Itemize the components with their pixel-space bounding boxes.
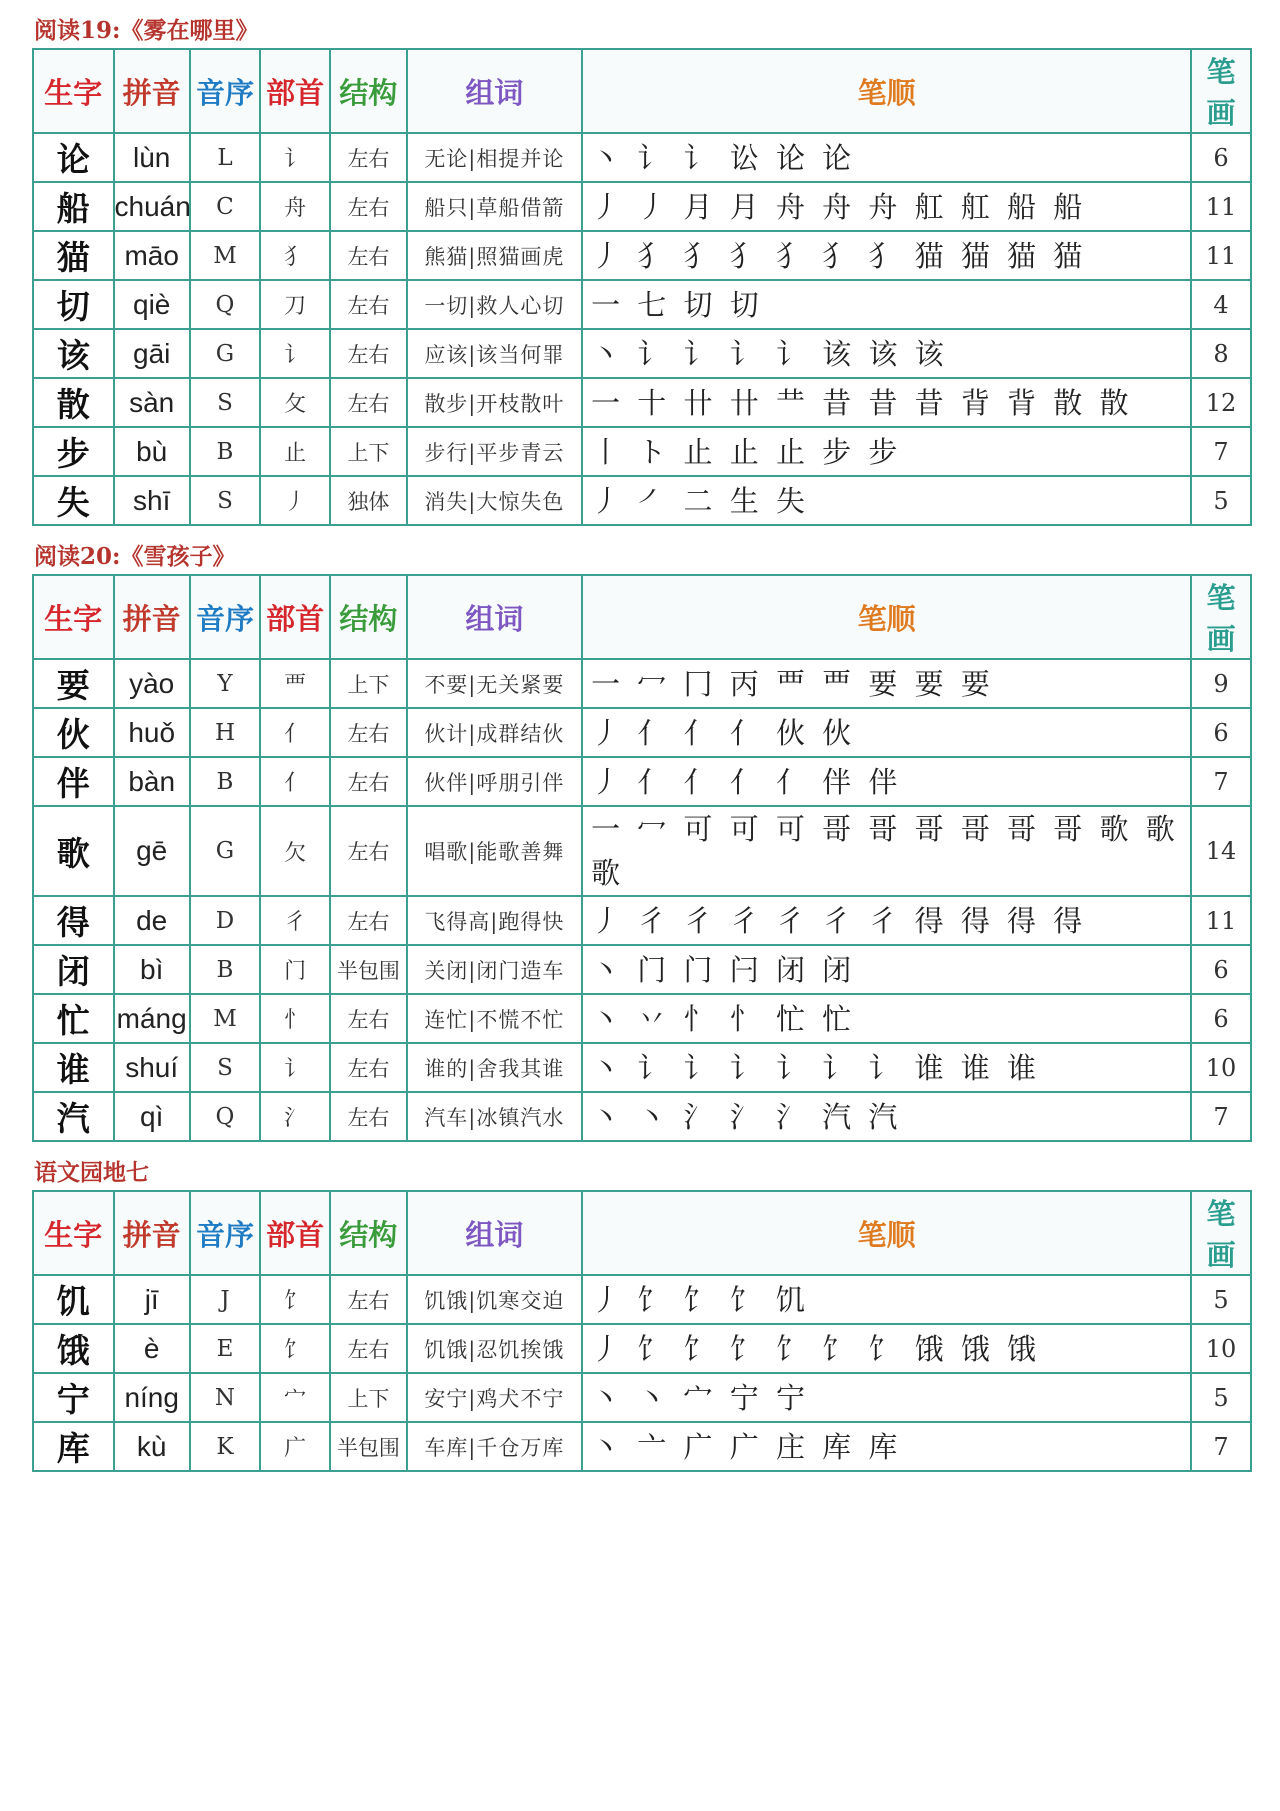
column-header-radical: 部首 [260, 1191, 330, 1275]
column-header-strokes: 笔画 [1191, 1191, 1251, 1275]
words-cell: 飞得高|跑得快 [407, 896, 582, 945]
character-table [32, 574, 1252, 1142]
radical-cell: 饣 [260, 1275, 330, 1324]
stroke-count-cell: 10 [1191, 1043, 1251, 1092]
stroke-count-cell: 6 [1191, 133, 1251, 182]
column-header-order: 笔顺 [582, 1191, 1191, 1275]
stroke-count-cell: 9 [1191, 659, 1251, 708]
column-header-structure: 结构 [330, 1191, 406, 1275]
character-cell: 步 [33, 427, 114, 476]
column-header-strokes: 笔画 [1191, 49, 1251, 133]
column-header-pinyin: 拼音 [114, 1191, 190, 1275]
stroke-order-cell: 一 冖 冂 丙 覀 覀 要 要 要 [582, 659, 1191, 708]
stroke-order-cell: 丿 饣 饣 饣 饥 [582, 1275, 1191, 1324]
table-row [33, 1043, 1251, 1092]
radical-cell: 忄 [260, 994, 330, 1043]
stroke-order-cell: 一 冖 可 可 可 哥 哥 哥 哥 哥 哥 歌 歌 歌 [582, 806, 1191, 896]
table-row [33, 708, 1251, 757]
table-header-row [33, 1191, 1251, 1275]
initial-letter-cell: E [190, 1324, 260, 1373]
stroke-count-cell: 12 [1191, 378, 1251, 427]
stroke-order-cell: 丶 讠 讠 讠 讠 该 该 该 [582, 329, 1191, 378]
stroke-order-cell: 丶 讠 讠 讼 论 论 [582, 133, 1191, 182]
character-cell: 伴 [33, 757, 114, 806]
initial-letter-cell: G [190, 806, 260, 896]
stroke-order-cell: 丿 ㇒ 二 生 失 [582, 476, 1191, 525]
column-header-pinyin: 拼音 [114, 575, 190, 659]
stroke-count-cell: 7 [1191, 427, 1251, 476]
structure-cell: 左右 [330, 806, 406, 896]
words-cell: 唱歌|能歌善舞 [407, 806, 582, 896]
pinyin-cell: è [114, 1324, 190, 1373]
stroke-order-cell: 丿 彳 彳 彳 彳 彳 彳 得 得 得 得 [582, 896, 1191, 945]
initial-letter-cell: S [190, 378, 260, 427]
column-header-letter: 音序 [190, 1191, 260, 1275]
initial-letter-cell: B [190, 427, 260, 476]
table-row [33, 476, 1251, 525]
character-cell: 得 [33, 896, 114, 945]
initial-letter-cell: L [190, 133, 260, 182]
stroke-count-cell: 6 [1191, 994, 1251, 1043]
table-row [33, 1373, 1251, 1422]
stroke-count-cell: 10 [1191, 1324, 1251, 1373]
structure-cell: 独体 [330, 476, 406, 525]
stroke-count-cell: 4 [1191, 280, 1251, 329]
stroke-order-cell: 丶 亠 广 广 庄 库 库 [582, 1422, 1191, 1471]
initial-letter-cell: S [190, 476, 260, 525]
table-header-row [33, 49, 1251, 133]
stroke-order-cell: 丿 饣 饣 饣 饣 饣 饣 饿 饿 饿 [582, 1324, 1191, 1373]
character-cell: 汽 [33, 1092, 114, 1141]
structure-cell: 左右 [330, 378, 406, 427]
structure-cell: 上下 [330, 427, 406, 476]
pinyin-cell: bù [114, 427, 190, 476]
character-cell: 忙 [33, 994, 114, 1043]
pinyin-cell: māo [114, 231, 190, 280]
structure-cell: 上下 [330, 1373, 406, 1422]
table-header-row [33, 575, 1251, 659]
stroke-order-cell: 丶 讠 讠 讠 讠 讠 讠 谁 谁 谁 [582, 1043, 1191, 1092]
table-row [33, 1275, 1251, 1324]
stroke-count-cell: 7 [1191, 1092, 1251, 1141]
section-spacer [32, 526, 1252, 540]
words-cell: 步行|平步青云 [407, 427, 582, 476]
character-cell: 散 [33, 378, 114, 427]
structure-cell: 左右 [330, 1092, 406, 1141]
pinyin-cell: bì [114, 945, 190, 994]
pinyin-cell: huǒ [114, 708, 190, 757]
column-header-letter: 音序 [190, 575, 260, 659]
table-row [33, 659, 1251, 708]
table-row [33, 427, 1251, 476]
column-header-radical: 部首 [260, 49, 330, 133]
section-title: 语文园地七 [34, 1159, 149, 1186]
radical-cell: 亻 [260, 757, 330, 806]
radical-cell: 止 [260, 427, 330, 476]
initial-letter-cell: J [190, 1275, 260, 1324]
pinyin-cell: shuí [114, 1043, 190, 1092]
words-cell: 关闭|闭门造车 [407, 945, 582, 994]
table-row [33, 133, 1251, 182]
radical-cell: 广 [260, 1422, 330, 1471]
stroke-order-cell: 丿 丿 月 月 舟 舟 舟 舡 舡 船 船 [582, 182, 1191, 231]
structure-cell: 左右 [330, 994, 406, 1043]
pinyin-cell: gē [114, 806, 190, 896]
words-cell: 连忙|不慌不忙 [407, 994, 582, 1043]
stroke-count-cell: 6 [1191, 945, 1251, 994]
character-cell: 猫 [33, 231, 114, 280]
column-header-letter: 音序 [190, 49, 260, 133]
structure-cell: 左右 [330, 133, 406, 182]
character-cell: 闭 [33, 945, 114, 994]
words-cell: 饥饿|忍饥挨饿 [407, 1324, 582, 1373]
stroke-order-cell: 一 十 卄 卄 龷 昔 昔 昔 背 背 散 散 [582, 378, 1191, 427]
stroke-count-cell: 7 [1191, 1422, 1251, 1471]
structure-cell: 左右 [330, 757, 406, 806]
character-cell: 饥 [33, 1275, 114, 1324]
table-row [33, 231, 1251, 280]
structure-cell: 半包围 [330, 1422, 406, 1471]
words-cell: 船只|草船借箭 [407, 182, 582, 231]
structure-cell: 左右 [330, 896, 406, 945]
structure-cell: 左右 [330, 1324, 406, 1373]
stroke-order-cell: 丶 门 门 闩 闭 闭 [582, 945, 1191, 994]
column-header-strokes: 笔画 [1191, 575, 1251, 659]
radical-cell: 彳 [260, 896, 330, 945]
stroke-count-cell: 5 [1191, 476, 1251, 525]
stroke-count-cell: 8 [1191, 329, 1251, 378]
stroke-count-cell: 14 [1191, 806, 1251, 896]
pinyin-cell: yào [114, 659, 190, 708]
pinyin-cell: chuán [114, 182, 190, 231]
words-cell: 一切|救人心切 [407, 280, 582, 329]
stroke-count-cell: 11 [1191, 896, 1251, 945]
table-row [33, 1092, 1251, 1141]
pinyin-cell: máng [114, 994, 190, 1043]
words-cell: 谁的|舍我其谁 [407, 1043, 582, 1092]
character-cell: 歌 [33, 806, 114, 896]
initial-letter-cell: B [190, 757, 260, 806]
table-row [33, 994, 1251, 1043]
pinyin-cell: gāi [114, 329, 190, 378]
pinyin-cell: de [114, 896, 190, 945]
character-table [32, 1190, 1252, 1472]
stroke-count-cell: 5 [1191, 1275, 1251, 1324]
stroke-order-cell: 丶 丶 宀 宁 宁 [582, 1373, 1191, 1422]
structure-cell: 左右 [330, 231, 406, 280]
initial-letter-cell: D [190, 896, 260, 945]
stroke-order-cell: 一 七 切 切 [582, 280, 1191, 329]
character-cell: 库 [33, 1422, 114, 1471]
table-row [33, 280, 1251, 329]
initial-letter-cell: M [190, 994, 260, 1043]
radical-cell: 覀 [260, 659, 330, 708]
initial-letter-cell: K [190, 1422, 260, 1471]
table-row [33, 806, 1251, 896]
column-header-char: 生字 [33, 575, 114, 659]
character-cell: 饿 [33, 1324, 114, 1373]
pinyin-cell: bàn [114, 757, 190, 806]
radical-cell: 讠 [260, 1043, 330, 1092]
initial-letter-cell: C [190, 182, 260, 231]
character-cell: 切 [33, 280, 114, 329]
stroke-order-cell: 丿 亻 亻 亻 亻 伴 伴 [582, 757, 1191, 806]
radical-cell: 欠 [260, 806, 330, 896]
words-cell: 散步|开枝散叶 [407, 378, 582, 427]
initial-letter-cell: B [190, 945, 260, 994]
pinyin-cell: sàn [114, 378, 190, 427]
structure-cell: 左右 [330, 182, 406, 231]
character-cell: 要 [33, 659, 114, 708]
table-row [33, 757, 1251, 806]
column-header-words: 组词 [407, 1191, 582, 1275]
table-row [33, 378, 1251, 427]
character-cell: 伙 [33, 708, 114, 757]
structure-cell: 左右 [330, 1043, 406, 1092]
stroke-order-cell: 丿 亻 亻 亻 伙 伙 [582, 708, 1191, 757]
column-header-pinyin: 拼音 [114, 49, 190, 133]
column-header-words: 组词 [407, 575, 582, 659]
section-title: 阅读20:《雪孩子》 [34, 543, 236, 570]
pinyin-cell: lùn [114, 133, 190, 182]
column-header-radical: 部首 [260, 575, 330, 659]
character-table [32, 48, 1252, 526]
pinyin-cell: níng [114, 1373, 190, 1422]
column-header-order: 笔顺 [582, 49, 1191, 133]
initial-letter-cell: N [190, 1373, 260, 1422]
words-cell: 应该|该当何罪 [407, 329, 582, 378]
stroke-count-cell: 11 [1191, 182, 1251, 231]
radical-cell: 亻 [260, 708, 330, 757]
radical-cell: 攵 [260, 378, 330, 427]
column-header-order: 笔顺 [582, 575, 1191, 659]
character-cell: 论 [33, 133, 114, 182]
words-cell: 安宁|鸡犬不宁 [407, 1373, 582, 1422]
words-cell: 消失|大惊失色 [407, 476, 582, 525]
table-row [33, 1422, 1251, 1471]
initial-letter-cell: Y [190, 659, 260, 708]
initial-letter-cell: Q [190, 1092, 260, 1141]
stroke-order-cell: 丿 犭 犭 犭 犭 犭 犭 猫 猫 猫 猫 [582, 231, 1191, 280]
pinyin-cell: shī [114, 476, 190, 525]
words-cell: 不要|无关紧要 [407, 659, 582, 708]
structure-cell: 半包围 [330, 945, 406, 994]
words-cell: 车库|千仓万库 [407, 1422, 582, 1471]
radical-cell: 丿 [260, 476, 330, 525]
radical-cell: 饣 [260, 1324, 330, 1373]
radical-cell: 舟 [260, 182, 330, 231]
column-header-char: 生字 [33, 49, 114, 133]
character-cell: 谁 [33, 1043, 114, 1092]
character-cell: 宁 [33, 1373, 114, 1422]
column-header-structure: 结构 [330, 49, 406, 133]
column-header-words: 组词 [407, 49, 582, 133]
character-cell: 船 [33, 182, 114, 231]
column-header-char: 生字 [33, 1191, 114, 1275]
stroke-count-cell: 7 [1191, 757, 1251, 806]
stroke-count-cell: 6 [1191, 708, 1251, 757]
stroke-count-cell: 5 [1191, 1373, 1251, 1422]
initial-letter-cell: Q [190, 280, 260, 329]
column-header-structure: 结构 [330, 575, 406, 659]
radical-cell: 讠 [260, 133, 330, 182]
words-cell: 汽车|冰镇汽水 [407, 1092, 582, 1141]
table-row [33, 896, 1251, 945]
table-row [33, 1324, 1251, 1373]
words-cell: 伙伴|呼朋引伴 [407, 757, 582, 806]
pinyin-cell: kù [114, 1422, 190, 1471]
pinyin-cell: qì [114, 1092, 190, 1141]
character-cell: 失 [33, 476, 114, 525]
table-row [33, 329, 1251, 378]
stroke-order-cell: 丨 ト 止 止 止 步 步 [582, 427, 1191, 476]
stroke-order-cell: 丶 丶 氵 氵 氵 汽 汽 [582, 1092, 1191, 1141]
structure-cell: 左右 [330, 329, 406, 378]
radical-cell: 氵 [260, 1092, 330, 1141]
initial-letter-cell: S [190, 1043, 260, 1092]
stroke-order-cell: 丶 丷 忄 忄 忙 忙 [582, 994, 1191, 1043]
structure-cell: 左右 [330, 280, 406, 329]
character-cell: 该 [33, 329, 114, 378]
pinyin-cell: qiè [114, 280, 190, 329]
words-cell: 伙计|成群结伙 [407, 708, 582, 757]
structure-cell: 左右 [330, 708, 406, 757]
radical-cell: 宀 [260, 1373, 330, 1422]
table-row [33, 945, 1251, 994]
radical-cell: 讠 [260, 329, 330, 378]
structure-cell: 左右 [330, 1275, 406, 1324]
structure-cell: 上下 [330, 659, 406, 708]
stroke-count-cell: 11 [1191, 231, 1251, 280]
initial-letter-cell: G [190, 329, 260, 378]
radical-cell: 刀 [260, 280, 330, 329]
section-spacer [32, 1142, 1252, 1156]
radical-cell: 犭 [260, 231, 330, 280]
table-row [33, 182, 1251, 231]
radical-cell: 门 [260, 945, 330, 994]
section-title: 阅读19:《雾在哪里》 [34, 17, 259, 44]
page [32, 14, 1252, 1472]
words-cell: 无论|相提并论 [407, 133, 582, 182]
initial-letter-cell: M [190, 231, 260, 280]
words-cell: 熊猫|照猫画虎 [407, 231, 582, 280]
words-cell: 饥饿|饥寒交迫 [407, 1275, 582, 1324]
initial-letter-cell: H [190, 708, 260, 757]
pinyin-cell: jī [114, 1275, 190, 1324]
